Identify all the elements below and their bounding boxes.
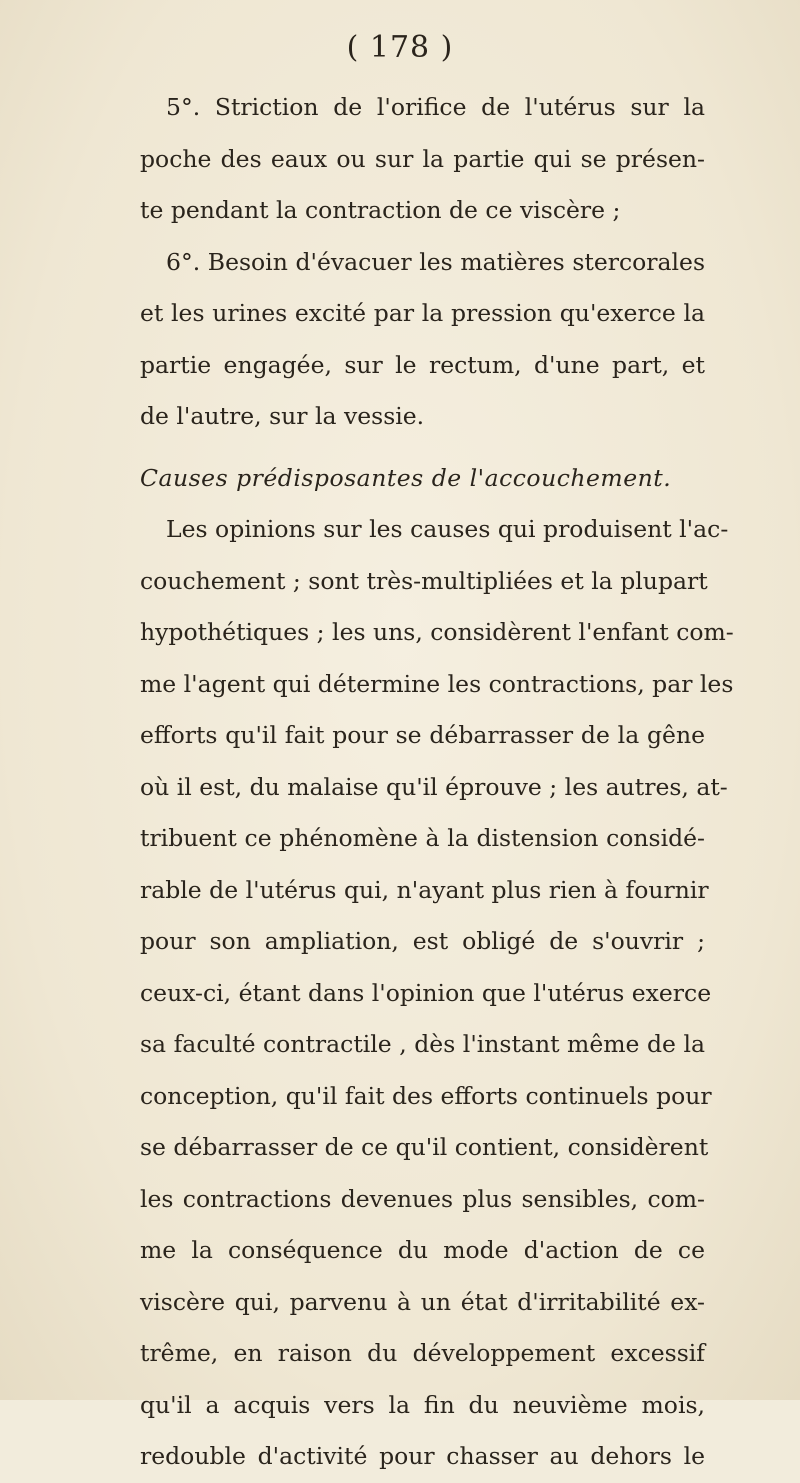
text-line: de l'autre, sur la vessie. xyxy=(140,402,425,430)
section-heading: Causes prédisposantes de l'accouchement. xyxy=(140,463,672,492)
text-line: me la conséquence du mode d'action de ce xyxy=(140,1236,705,1264)
text-line: 6°. Besoin d'évacuer les matières stercorales xyxy=(166,247,705,276)
text-line: 5°. Striction de l'orifice de l'utérus sur la xyxy=(166,93,705,121)
text-block xyxy=(140,82,734,1483)
text-line: pour son ampliation, est obligé de s'ouvrir ; xyxy=(140,927,705,955)
text-line: redouble d'activité pour chasser au dehors le xyxy=(140,1442,705,1470)
text-line: ceux-ci, étant dans l'opinion que l'utérus exerce xyxy=(140,978,712,1007)
text-line: poche des eaux ou sur la partie qui se présen- xyxy=(140,144,705,173)
text-line: te pendant la contraction de ce viscère ; xyxy=(140,196,621,224)
text-line: Les opinions sur les causes qui produisent l'ac- xyxy=(166,515,729,543)
text-line: efforts qu'il fait pour se débarrasser de la gêne xyxy=(140,721,705,749)
text-line: viscère qui, parvenu à un état d'irritabilité ex- xyxy=(140,1287,705,1316)
text-line: conception, qu'il fait des efforts continuels pour xyxy=(140,1081,712,1110)
text-line: rable de l'utérus qui, n'ayant plus rien à fournir xyxy=(140,875,709,904)
text-line: tribuent ce phénomène à la distension considé- xyxy=(140,824,705,852)
text-line: les contractions devenues plus sensibles, com- xyxy=(140,1184,705,1213)
text-line: sa faculté contractile , dès l'instant même de la xyxy=(140,1030,705,1058)
text-line: me l'agent qui détermine les contractions, par les xyxy=(140,669,734,698)
text-line: où il est, du malaise qu'il éprouve ; les autres, at- xyxy=(140,772,728,801)
page-number: ( 178 ) xyxy=(346,30,454,65)
text-line: se débarrasser de ce qu'il contient, considèrent xyxy=(140,1133,709,1161)
text-line: couchement ; sont très-multipliées et la plupart xyxy=(140,566,708,595)
text-line: qu'il a acquis vers la fin du neuvième mois, xyxy=(140,1390,705,1419)
text-line: hypothétiques ; les uns, considèrent l'enfant com- xyxy=(140,618,734,646)
text-line: trême, en raison du développement excessif xyxy=(140,1339,705,1367)
text-line: partie engagée, sur le rectum, d'une part, et xyxy=(140,350,705,379)
text-line: et les urines excité par la pression qu'exerce la xyxy=(140,299,705,327)
